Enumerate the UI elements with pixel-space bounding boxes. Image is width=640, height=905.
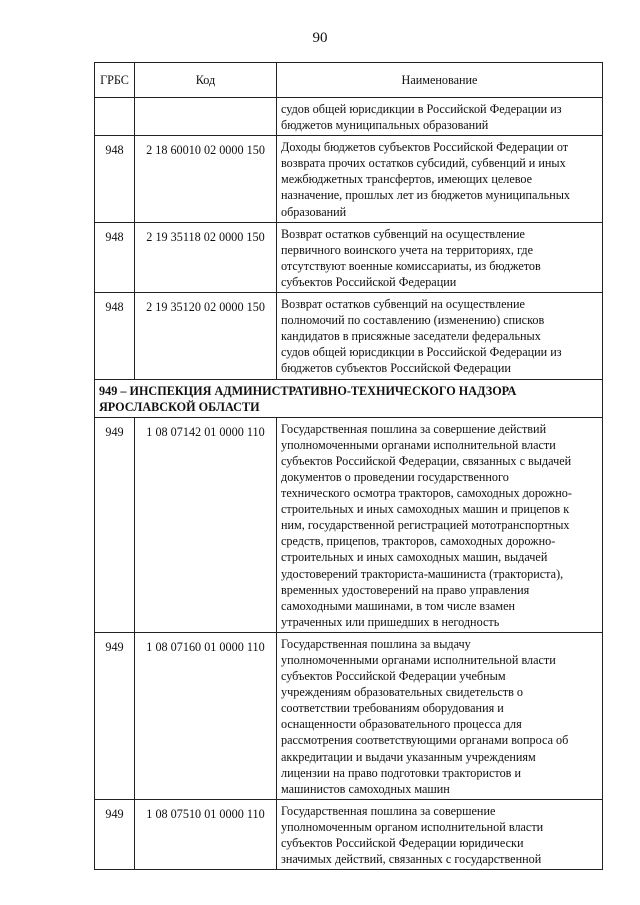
name-line: отсутствуют военные комиссариаты, из бюджетов bbox=[281, 258, 541, 273]
name-line: ним, государственной регистрацией мототранспортных bbox=[281, 518, 570, 533]
name-line: уполномоченными органами исполнительной власти bbox=[281, 437, 556, 452]
name-line: уполномоченными органами исполнительной власти bbox=[281, 653, 556, 667]
name-line: Доходы бюджетов субъектов Российской Федерации от bbox=[281, 140, 569, 155]
name-line: Государственная пошлина за совершение действий bbox=[281, 421, 547, 436]
name-line: субъектов Российской Федерации учебным bbox=[281, 669, 506, 684]
code-cell: 2 19 35118 02 0000 150 bbox=[135, 222, 277, 292]
table-row bbox=[95, 136, 603, 222]
table-header-row bbox=[95, 63, 603, 98]
header-code: Код bbox=[135, 63, 277, 98]
name-cell bbox=[277, 98, 603, 136]
grbs-cell: 949 bbox=[95, 799, 135, 869]
table-row bbox=[95, 799, 603, 869]
name-line: учреждениям образовательных свидетельств о bbox=[281, 685, 524, 700]
grbs-cell: 948 bbox=[95, 136, 135, 222]
page-number: 90 bbox=[312, 30, 328, 46]
name-line: уполномоченным органом исполнительной власти bbox=[281, 819, 544, 834]
name-line: бюджетов муниципальных образований bbox=[281, 118, 489, 133]
name-line: значимых действий, связанных с государственной bbox=[281, 852, 542, 867]
name-line: технического осмотра тракторов, самоходных дорожно- bbox=[281, 486, 572, 501]
name-line: строительных и иных самоходных машин и прицепов к bbox=[281, 502, 570, 517]
name-line: документов о проведении государственного bbox=[281, 469, 509, 484]
code-cell: 2 19 35120 02 0000 150 bbox=[135, 293, 277, 379]
name-line: кандидатов в присяжные заседатели федеральных bbox=[281, 329, 541, 344]
table-row bbox=[95, 293, 603, 379]
code-cell: 2 18 60010 02 0000 150 bbox=[135, 136, 277, 222]
name-line: Государственная пошлина за совершение bbox=[281, 803, 496, 818]
name-line: судов общей юрисдикции в Российской Федерации из bbox=[281, 345, 562, 360]
grbs-cell: 949 bbox=[95, 632, 135, 799]
name-line: самоходными машинами, в том числе взамен bbox=[281, 598, 516, 613]
grbs-cell: 949 bbox=[95, 417, 135, 632]
name-line: утраченных или пришедших в негодность bbox=[281, 614, 500, 629]
section-title-line: 949 – ИНСПЕКЦИЯ АДМИНИСТРАТИВНО-ТЕХНИЧЕСКОГО НАДЗОРА bbox=[99, 383, 517, 398]
name-line: субъектов Российской Федерации bbox=[281, 274, 457, 289]
name-line: бюджетов субъектов Российской Федерации bbox=[281, 361, 511, 376]
code-cell: 1 08 07160 01 0000 110 bbox=[135, 632, 277, 799]
name-line: рассмотрения соответствующими органами вопроса об bbox=[281, 733, 569, 748]
name-line: временных удостоверений на право управления bbox=[281, 582, 530, 597]
table-row bbox=[95, 417, 603, 632]
grbs-cell bbox=[95, 98, 135, 136]
name-line: удостоверений тракториста-машиниста (тракториста), bbox=[281, 566, 564, 581]
table-row bbox=[95, 632, 603, 799]
name-cell bbox=[277, 417, 603, 632]
table-body bbox=[95, 98, 603, 870]
name-line: образований bbox=[281, 204, 347, 219]
name-line: межбюджетных трансфертов, имеющих целевое bbox=[281, 172, 533, 187]
name-cell bbox=[277, 136, 603, 222]
section-title bbox=[95, 379, 603, 417]
code-cell: 1 08 07510 01 0000 110 bbox=[135, 799, 277, 869]
revenue-codes-table bbox=[94, 62, 603, 870]
name-cell bbox=[277, 799, 603, 869]
header-name: Наименование bbox=[277, 63, 603, 98]
name-line: субъектов Российской Федерации, связанных с выдачей bbox=[281, 453, 572, 468]
section-title-line: ЯРОСЛАВСКОЙ ОБЛАСТИ bbox=[99, 399, 260, 414]
name-line: возврата прочих остатков субсидий, субвенций и иных bbox=[281, 156, 566, 171]
name-line: машинистов самоходных машин bbox=[281, 781, 450, 796]
table-row bbox=[95, 98, 603, 136]
name-line: субъектов Российской Федерации юридически bbox=[281, 836, 524, 851]
name-line: назначение, прошлых лет из бюджетов муниципальных bbox=[281, 188, 571, 203]
name-line: Возврат остатков субвенций на осуществление bbox=[281, 226, 525, 241]
code-cell bbox=[135, 98, 277, 136]
name-line: лицензии на право подготовки трактористов и bbox=[281, 765, 521, 780]
name-cell bbox=[277, 293, 603, 379]
grbs-cell: 948 bbox=[95, 222, 135, 292]
name-line: Возврат остатков субвенций на осуществление bbox=[281, 297, 525, 312]
name-line: полномочий по составлению (изменению) списков bbox=[281, 313, 545, 328]
header-grbs: ГРБС bbox=[95, 63, 135, 98]
grbs-cell: 948 bbox=[95, 293, 135, 379]
name-line: судов общей юрисдикции в Российской Федерации из bbox=[281, 102, 562, 116]
name-line: соответствии требованиям оборудования и bbox=[281, 701, 504, 716]
name-line: средств, прицепов, тракторов, самоходных дорожно- bbox=[281, 534, 556, 549]
name-line: оснащенности образовательного процесса для bbox=[281, 717, 522, 732]
name-line: первичного воинского учета на территориях, где bbox=[281, 242, 533, 257]
name-line: Государственная пошлина за выдачу bbox=[281, 636, 471, 651]
name-line: аккредитации и выдачи указанным учреждениям bbox=[281, 749, 536, 764]
section-header-row bbox=[95, 379, 603, 417]
name-cell bbox=[277, 632, 603, 799]
table-row bbox=[95, 222, 603, 292]
name-line: строительных и иных самоходных машин, выдачей bbox=[281, 550, 548, 565]
code-cell: 1 08 07142 01 0000 110 bbox=[135, 417, 277, 632]
name-cell bbox=[277, 222, 603, 292]
